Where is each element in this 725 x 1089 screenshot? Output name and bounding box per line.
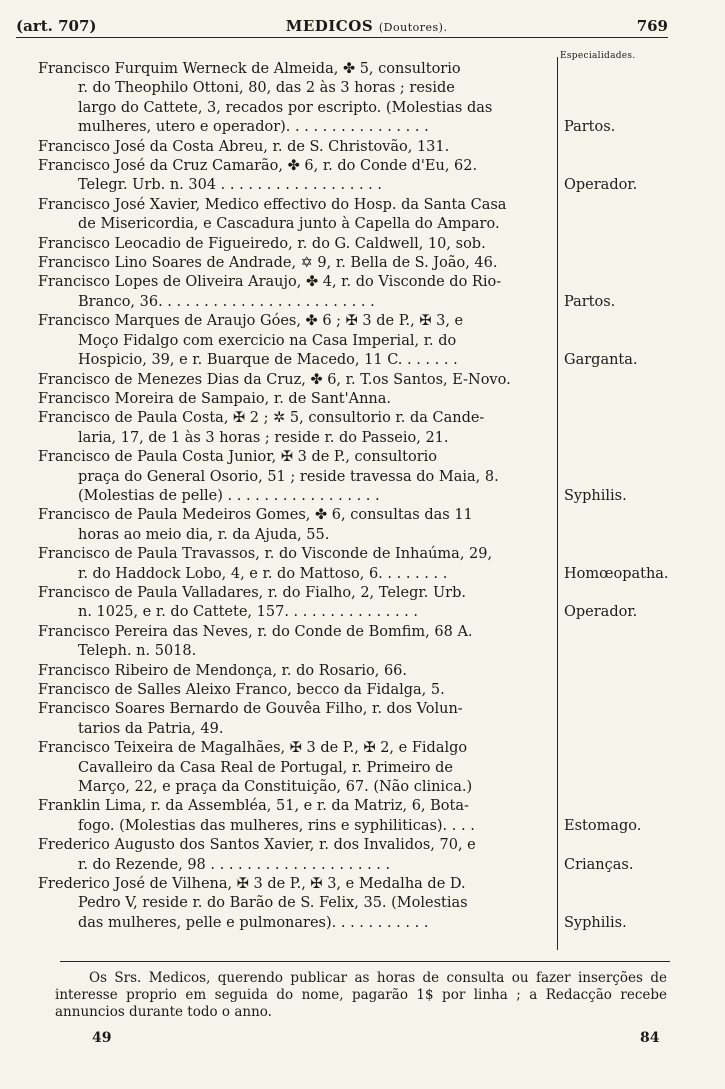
entry-line: (Molestias de pelle) . . . . . . . . . . . . . . . . . xyxy=(78,487,380,504)
title-main: MEDICOS xyxy=(285,17,374,35)
entry-line: n. 1025, e r. do Cattete, 157. . . . . . . . . . . . . . . xyxy=(78,604,418,621)
entry-specialty: Operador. xyxy=(564,177,638,194)
entry-line: Hospicio, 39, e r. Buarque de Macedo, 11 C. . . . . . . xyxy=(78,352,458,369)
directory-entry xyxy=(30,409,675,448)
entry-line: Francisco de Paula Travassos, r. do Visconde de Inhaúma, 29, xyxy=(38,546,493,563)
directory-entry xyxy=(30,371,675,390)
entry-line: Franklin Lima, r. da Assembléa, 51, e r. da Matriz, 6, Bota- xyxy=(38,798,469,815)
entry-line: das mulheres, pelle e pulmonares). . . . . . . . . . . xyxy=(78,914,429,931)
footnote xyxy=(55,970,667,1021)
directory-entry xyxy=(30,681,675,700)
entry-line: tarios da Patria, 49. xyxy=(78,720,224,737)
entry-specialty: Estomago. xyxy=(564,817,642,834)
entry-line: Francisco Furquim Werneck de Almeida, ✤ 5, consultorio xyxy=(38,61,461,77)
entry-specialty: Crianças. xyxy=(564,856,634,873)
article-ref: (art. 707) xyxy=(16,17,97,35)
entry-line: laria, 17, de 1 às 3 horas ; reside r. do Passeio, 21. xyxy=(78,429,449,446)
directory-entry xyxy=(30,254,675,273)
entry-specialty: Syphilis. xyxy=(564,914,627,931)
entry-specialty: Operador. xyxy=(564,604,638,621)
entry-line: horas ao meio dia, r. da Ajuda, 55. xyxy=(78,526,330,543)
directory-entry xyxy=(30,235,675,254)
entry-line: Francisco Leocadio de Figueiredo, r. do G. Caldwell, 10, sob. xyxy=(38,235,486,252)
entry-line: Francisco de Salles Aleixo Franco, becco da Fidalga, 5. xyxy=(38,682,445,698)
entry-line: Francisco Teixeira de Magalhães, ✠ 3 de P., ✠ 2, e Fidalgo xyxy=(38,740,468,757)
directory-entry xyxy=(30,584,675,623)
entry-line: Frederico José de Vilhena, ✠ 3 de P., ✠ 3, e Medalha de D. xyxy=(38,876,466,893)
directory-entry xyxy=(30,273,675,312)
directory-entry xyxy=(30,60,675,138)
directory-entry xyxy=(30,739,675,797)
directory-entry xyxy=(30,836,675,875)
title-sub: (Doutores). xyxy=(378,21,448,34)
signature-right: 84 xyxy=(640,1030,660,1046)
entry-line: Francisco Ribeiro de Mendonça, r. do Rosario, 66. xyxy=(38,662,408,679)
entry-line: r. do Rezende, 98 . . . . . . . . . . . . . . . . . . . . xyxy=(78,856,391,873)
entry-line: Francisco Lopes de Oliveira Araujo, ✤ 4, r. do Visconde do Rio- xyxy=(38,274,502,291)
entry-specialty: Partos. xyxy=(564,119,616,136)
entry-line: largo do Cattete, 3, recados por escripto. (Molestias das xyxy=(78,99,493,116)
entry-line: Francisco José da Costa Abreu, r. de S. Christovão, 131. xyxy=(38,138,450,155)
entry-line: Francisco Soares Bernardo de Gouvêa Filho, r. dos Volun- xyxy=(38,701,463,718)
entry-line: Francisco Pereira das Neves, r. do Conde de Bomfim, 68 A. xyxy=(38,623,473,640)
entry-line: Francisco de Paula Medeiros Gomes, ✤ 6, consultas das 11 xyxy=(38,507,473,524)
entry-line: fogo. (Molestias das mulheres, rins e syphiliticas). . . . xyxy=(78,817,475,834)
specialties-heading: Especialidades. xyxy=(560,51,636,61)
entry-line: Francisco de Paula Costa Junior, ✠ 3 de P., consultorio xyxy=(38,449,438,466)
entry-line: Francisco de Paula Valladares, r. do Fialho, 2, Telegr. Urb. xyxy=(38,584,467,601)
entry-line: r. do Theophilo Ottoni, 80, das 2 às 3 horas ; reside xyxy=(78,80,455,97)
footer-rule xyxy=(60,961,670,962)
footnote-text: Os Srs. Medicos, querendo publicar as horas de consulta ou fazer inserções de interesse proprio em seguida do nome, pagarão 1$ por linha ; a Redacção recebe annuncios durante todo o anno. xyxy=(55,970,667,1020)
directory-entry xyxy=(30,623,675,662)
entry-line: Cavalleiro da Casa Real de Portugal, r. Primeiro de xyxy=(78,759,453,776)
entry-line: Teleph. n. 5018. xyxy=(78,643,197,660)
page-title xyxy=(286,17,448,35)
directory-entry xyxy=(30,797,675,836)
entry-line: praça do General Osorio, 51 ; reside travessa do Maia, 8. xyxy=(78,468,499,485)
directory-entry xyxy=(30,545,675,584)
entry-line: Frederico Augusto dos Santos Xavier, r. dos Invalidos, 70, e xyxy=(38,837,476,854)
page-header xyxy=(16,17,668,38)
entry-specialty: Garganta. xyxy=(564,352,638,369)
entry-line: Francisco José da Cruz Camarão, ✤ 6, r. do Conde d'Eu, 62. xyxy=(38,158,478,175)
entry-line: Francisco de Paula Costa, ✠ 2 ; ✲ 5, consultorio r. da Cande- xyxy=(38,410,485,427)
entry-specialty: Homœopatha. xyxy=(564,565,669,582)
entry-line: Francisco Marques de Araujo Góes, ✤ 6 ; ✠ 3 de P., ✠ 3, e xyxy=(38,313,464,330)
directory-entry xyxy=(30,196,675,235)
entry-line: Pedro V, reside r. do Barão de S. Felix, 35. (Molestias xyxy=(78,895,468,912)
entry-line: r. do Haddock Lobo, 4, e r. do Mattoso, 6. . . . . . . . xyxy=(78,565,448,582)
entry-line: Francisco Moreira de Sampaio, r. de Sant'Anna. xyxy=(38,390,392,407)
directory-entry xyxy=(30,448,675,506)
entry-line: Branco, 36. . . . . . . . . . . . . . . . . . . . . . . . xyxy=(78,293,375,310)
directory-entry xyxy=(30,157,675,196)
page-number: 769 xyxy=(636,17,668,35)
directory-entry xyxy=(30,506,675,545)
directory-entry xyxy=(30,662,675,681)
signature-left: 49 xyxy=(92,1030,112,1046)
entry-line: mulheres, utero e operador). . . . . . . . . . . . . . . . xyxy=(78,119,429,136)
directory-entry xyxy=(30,700,675,739)
entry-line: Moço Fidalgo com exercicio na Casa Imperial, r. do xyxy=(78,332,457,349)
directory-entry xyxy=(30,138,675,157)
entry-line: Telegr. Urb. n. 304 . . . . . . . . . . . . . . . . . . xyxy=(78,177,382,194)
entries-list xyxy=(30,60,675,933)
entry-line: Março, 22, e praça da Constituição, 67. (Não clinica.) xyxy=(78,779,473,796)
entry-specialty: Partos. xyxy=(564,293,616,310)
entry-line: de Misericordia, e Cascadura junto à Capella do Amparo. xyxy=(78,216,500,233)
entry-line: Francisco José Xavier, Medico effectivo do Hosp. da Santa Casa xyxy=(38,196,507,213)
directory-entry xyxy=(30,875,675,933)
entry-specialty: Syphilis. xyxy=(564,487,627,504)
entry-line: Francisco Lino Soares de Andrade, ✡ 9, r. Bella de S. João, 46. xyxy=(38,255,498,272)
directory-entry xyxy=(30,390,675,409)
directory-entry xyxy=(30,312,675,370)
entry-line: Francisco de Menezes Dias da Cruz, ✤ 6, r. T.os Santos, E-Novo. xyxy=(38,371,511,388)
